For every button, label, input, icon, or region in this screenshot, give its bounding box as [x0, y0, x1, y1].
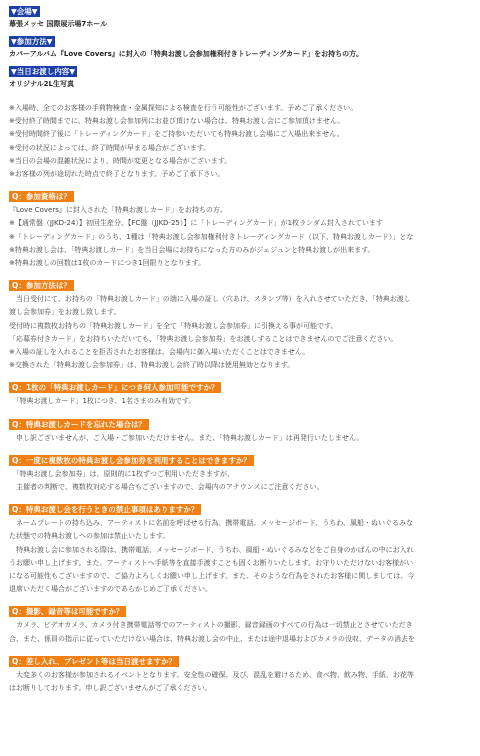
answer-line: になる可能性もございますので、ご協力よろしくお願い申し上げます。また、そのような行為をされたお客様に関しましては、今	[9, 572, 415, 581]
answer-line: た状態での特典お渡しへの参加は禁止いたします。	[9, 532, 170, 541]
faq-question: Q：一度に複数枚の特典お渡し会参加券を利用することはできますか？	[9, 455, 254, 466]
answer-line: ※入場の証しを入れることを拒否されたお客様は、会場内に御入場いただくことはできません。	[9, 348, 310, 357]
section-text: カバーアルバム『Love Covers』に封入の「特典お渡し会参加権利付きトレーディングカード」をお持ちの方。	[9, 50, 364, 58]
faq-item	[9, 419, 480, 445]
answer-line: 合、また、係員の指示に従っていただけない場合は、特典お渡し会の中止、または途中退場およびカメラの没収、データの消去を	[9, 634, 415, 643]
faq-question: Q：1枚の「特典お渡しカード」につき何人参加可能ですか？	[9, 382, 221, 393]
faq-answer	[9, 395, 480, 408]
faq-question: Q：参加資格は？	[9, 191, 74, 202]
faq-question: Q：参加方法は？	[9, 280, 74, 291]
answer-line: うお願い申し上げます。また、アーティストへ手紙等を直接手渡すことも固くお断りいたします。お守りいただけないお客様がい	[9, 558, 414, 567]
faq-answer	[9, 619, 480, 645]
answer-line: 申し訳ございませんが、ご入場・ご参加いただけません。また、「特典お渡しカード」は再発行いたしません。	[9, 433, 364, 442]
note-line: ※当日の会場の混雑状況により、時間が変更となる場合がございます。	[9, 156, 232, 165]
faq-answer	[9, 432, 480, 445]
section-heading: ▼会場▼	[11, 7, 38, 16]
faq-item	[9, 504, 480, 596]
faq-item	[9, 382, 480, 408]
answer-line: 特典お渡し会に参加される際は、携帯電話、メッセージボード、うちわ、風船・ぬいぐるみなどをご自身のかばんの中にお入れ	[9, 545, 414, 554]
answer-line: ※「トレーディングカード」のうち、1種は「特典お渡し会参加権利付きトレーディングカード（以下、特典お渡しカード）」とな	[9, 232, 414, 241]
answer-line: ネームプレートの持ち込み、アーティストに名前を呼ばせる行為、携帯電話、メッセージボード、うちわ、風船・ぬいぐるみな	[9, 519, 414, 528]
faq-item	[9, 191, 480, 270]
section-venue	[9, 0, 480, 30]
notes-list	[9, 102, 480, 181]
answer-line: 当日受付にて、お持ちの「特典お渡しカード」の端に入場の証し（穴あけ、スタンプ等）を入れさせていただき、「特典お渡し	[9, 295, 411, 304]
faq-answer	[9, 204, 480, 270]
section-heading: ▼当日お渡し内容▼	[11, 67, 76, 76]
answer-line: はお断りしております。申し訳ございませんがご了承ください。	[9, 684, 212, 693]
answer-line: ※特典お渡しの回数は1枚のカードにつき1回限りとなります。	[9, 259, 206, 268]
answer-line: 主催者の判断で、複数枚対応する場合もございますので、会場内のアナウンスにご注意ください。	[9, 483, 324, 492]
faq-item	[9, 656, 480, 695]
answer-line: 「応募券付きカード」をお持ちいただいても、「特典お渡し会参加券」をお渡しすることはできませんのでご注意ください。	[9, 334, 398, 343]
faq-item	[9, 606, 480, 645]
faq-question: Q：特典お渡しカードを忘れた場合は？	[9, 419, 149, 430]
section-contents	[9, 60, 480, 90]
answer-line: 大変多くのお客様が参加されるイベントとなります。安全性の確保、及び、混乱を避けるため、食べ物、飲み物、手紙、お花等	[9, 670, 414, 679]
faq-answer	[9, 669, 480, 695]
faq-item	[9, 455, 480, 494]
faq-question: Q：差し入れ、プレゼント等は当日渡せますか？	[9, 656, 179, 667]
answer-line: 退席いただく場合がございますのであらかじめご了承ください。	[9, 585, 212, 594]
note-line: ※受付時間終了後に「トレーディングカード」をご持参いただいても特典お渡し会場にご入場出来ません。	[9, 130, 344, 139]
answer-line: 「特典お渡しカード」1枚につき、1名さまのみ有効です。	[9, 397, 196, 406]
note-line: ※入場時、全てのお客様の手荷物検査・金属探知による検査を行う可能性がございます。予めご了承ください。	[9, 104, 358, 112]
faq-item	[9, 280, 480, 372]
answer-line: 「特典お渡し会参加券」は、原則的に1枚ずつご利用いただきますが、	[9, 469, 234, 478]
section-text: 幕張メッセ 国際展示場7ホール	[9, 20, 108, 28]
faq-answer	[9, 293, 480, 372]
faq-question: Q：撮影、録音等は可能ですか？	[9, 606, 126, 617]
note-line: ※お客様の列が途切れた時点で終了となります。予めご了承下さい。	[9, 170, 225, 179]
section-heading: ▼参加方法▼	[11, 37, 53, 46]
faq-question: Q：特典お渡し会を行うときの禁止事項はありますか？	[9, 504, 201, 515]
section-participation	[9, 30, 480, 60]
answer-line: 『Love Covers』に封入された「特典お渡しカード」をお持ちの方。	[9, 206, 227, 215]
answer-line: 受付時に複数枚お持ちの「特典お渡しカード」を全て「特典お渡し会参加券」に引換える事が可能です。	[9, 321, 338, 330]
answer-line: ※特典お渡し会は、「特典お渡しカード」を当日会場にお持ちになった方のみがジェジュンと特典お渡しが出来ます。	[9, 245, 375, 254]
faq-answer	[9, 517, 480, 596]
section-text: オリジナル2L生写真	[9, 80, 74, 88]
answer-line: ※交換された「特典お渡し会参加券」は、特典お渡し会終了時以降は使用無効となります。	[9, 361, 295, 370]
note-line: ※受付終了時間までに、特典お渡し会参加列にお並び頂けない場合は、特典お渡し会にご参加頂けません。	[9, 117, 345, 126]
note-line: ※受付の状況によっては、終了時間が早まる場合がございます。	[9, 143, 211, 152]
answer-line: 渡し会参加券」をお渡し致します。	[9, 308, 121, 317]
faq-answer	[9, 468, 480, 494]
answer-line: カメラ、ビデオカメラ、カメラ付き携帯電話等でのアーティストの撮影、録音録画のすべての行為は一切禁止とさせていただき	[9, 621, 413, 630]
answer-line: ※【通常盤（JJKD-24）】初回生産分、【FC盤（JJKD-25）】に「トレーディングカード」が1枚ランダム封入されています	[9, 219, 383, 228]
